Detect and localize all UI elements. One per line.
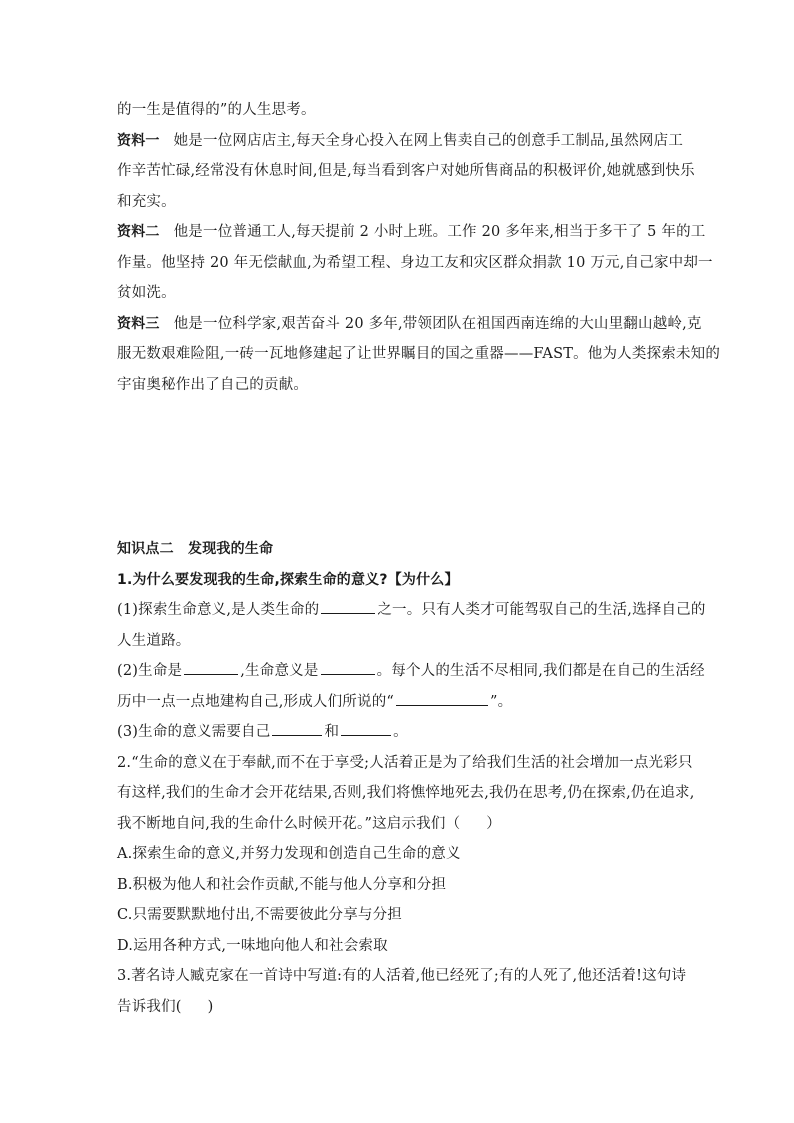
option-a[interactable]: A.探索生命的意义,并努力发现和创造自己生命的意义 bbox=[117, 846, 461, 862]
option-d[interactable]: D.运用各种方式,一味地向他人和社会索取 bbox=[117, 937, 388, 954]
fill-blank[interactable] bbox=[341, 721, 391, 736]
text-span: ”。 bbox=[490, 693, 513, 710]
question-one-item-2 bbox=[117, 656, 705, 687]
text-span: 。 bbox=[393, 724, 408, 740]
material-two-text: 他是一位普通工人,每天提前 2 小时上班。工作 20 多年来,相当于多干了 5 年的工 bbox=[173, 224, 706, 240]
material-two-label: 资料二 bbox=[117, 224, 160, 240]
question-one-title: 1.为什么要发现我的生命,探索生命的意义?【为什么】 bbox=[117, 571, 459, 588]
text-span: 。每个人的生活不尽相同,我们都是在自己的生活经 bbox=[376, 663, 705, 679]
material-three-label: 资料三 bbox=[117, 315, 160, 332]
text-span: 之一。只有人类才可能驾驭自己的生活,选择自己的 bbox=[377, 602, 706, 618]
option-c[interactable]: C.只需要默默地付出,不需要彼此分享与分担 bbox=[117, 907, 402, 923]
text-span: 我不断地自问,我的生命什么时候开花。”这启示我们（ bbox=[117, 815, 461, 832]
material-two-line bbox=[117, 217, 706, 248]
text-line: 作量。他坚持 20 年无偿献血,为希望工程、身边工友和灾区群众捐款 10 万元,自己家中却一 bbox=[117, 254, 713, 271]
text-span: ,生命意义是 bbox=[240, 663, 319, 679]
fill-blank[interactable] bbox=[184, 660, 238, 675]
material-three-line bbox=[117, 309, 702, 340]
knowledge-section bbox=[117, 534, 706, 1022]
text-span: 告诉我们( bbox=[117, 998, 182, 1015]
text-span: 和 bbox=[324, 724, 340, 740]
text-line: 服无数艰难险阻,一砖一瓦地修建起了让世界瞩目的国之重器——FAST。他为人类探索未知的 bbox=[117, 346, 721, 362]
text-span: ) bbox=[207, 998, 214, 1015]
question-three-stem-end bbox=[117, 992, 682, 1023]
text-span: (3)生命的意义需要自己 bbox=[117, 724, 271, 740]
section-heading: 知识点二 发现我的生命 bbox=[117, 541, 274, 557]
text-span: (2)生命是 bbox=[117, 663, 183, 679]
text-line: 有这样,我们的生命才会开花结果,否则,我们将憔悴地死去,我仍在思考,仍在探索,仍在追求, bbox=[117, 785, 695, 801]
text-line: 作辛苦忙碌,经常没有休息时间,但是,每当看到客户对她所售商品的积极评价,她就感到快乐 bbox=[117, 163, 695, 179]
question-one-item-1 bbox=[117, 595, 706, 626]
text-line: 宇宙奥秘作出了自己的贡献。 bbox=[117, 376, 309, 393]
material-one-text: 她是一位网店店主,每天全身心投入在网上售卖自己的创意手工制品,虽然网店工 bbox=[173, 132, 684, 149]
question-three-line: 3.著名诗人臧克家在一首诗中写道:有的人活着,他已经死了;有的人死了,他还活着!这句诗 bbox=[117, 968, 687, 984]
text-span: (1)探索生命意义,是人类生命的 bbox=[117, 602, 320, 618]
fill-blank[interactable] bbox=[396, 691, 488, 706]
material-one-line bbox=[117, 126, 682, 157]
text-span: 历中一点一点地建构自己,形成人们所说的“ bbox=[117, 693, 395, 710]
text-line: 的一生是值得的”的人生思考。 bbox=[117, 102, 316, 118]
materials-section bbox=[117, 95, 721, 400]
text-span: ） bbox=[486, 815, 501, 832]
material-three-text: 他是一位科学家,艰苦奋斗 20 多年,带领团队在祖国西南连绵的大山里翻山越岭,克 bbox=[173, 315, 702, 332]
question-one-item-2-cont bbox=[117, 687, 682, 718]
fill-blank[interactable] bbox=[272, 721, 322, 736]
text-line: 人生道路。 bbox=[117, 632, 191, 649]
question-two-stem-end bbox=[117, 809, 682, 840]
question-one-item-3 bbox=[117, 717, 682, 748]
fill-blank[interactable] bbox=[321, 599, 375, 614]
text-line: 贫如洗。 bbox=[117, 285, 176, 301]
fill-blank[interactable] bbox=[321, 660, 375, 675]
question-two-line: 2.“生命的意义在于奉献,而不在于享受;人活着正是为了给我们生活的社会增加一点光彩只 bbox=[117, 754, 693, 771]
text-line: 和充实。 bbox=[117, 193, 176, 210]
option-b[interactable]: B.积极为他人和社会作贡献,不能与他人分享和分担 bbox=[117, 876, 447, 893]
material-one-label: 资料一 bbox=[117, 132, 160, 149]
